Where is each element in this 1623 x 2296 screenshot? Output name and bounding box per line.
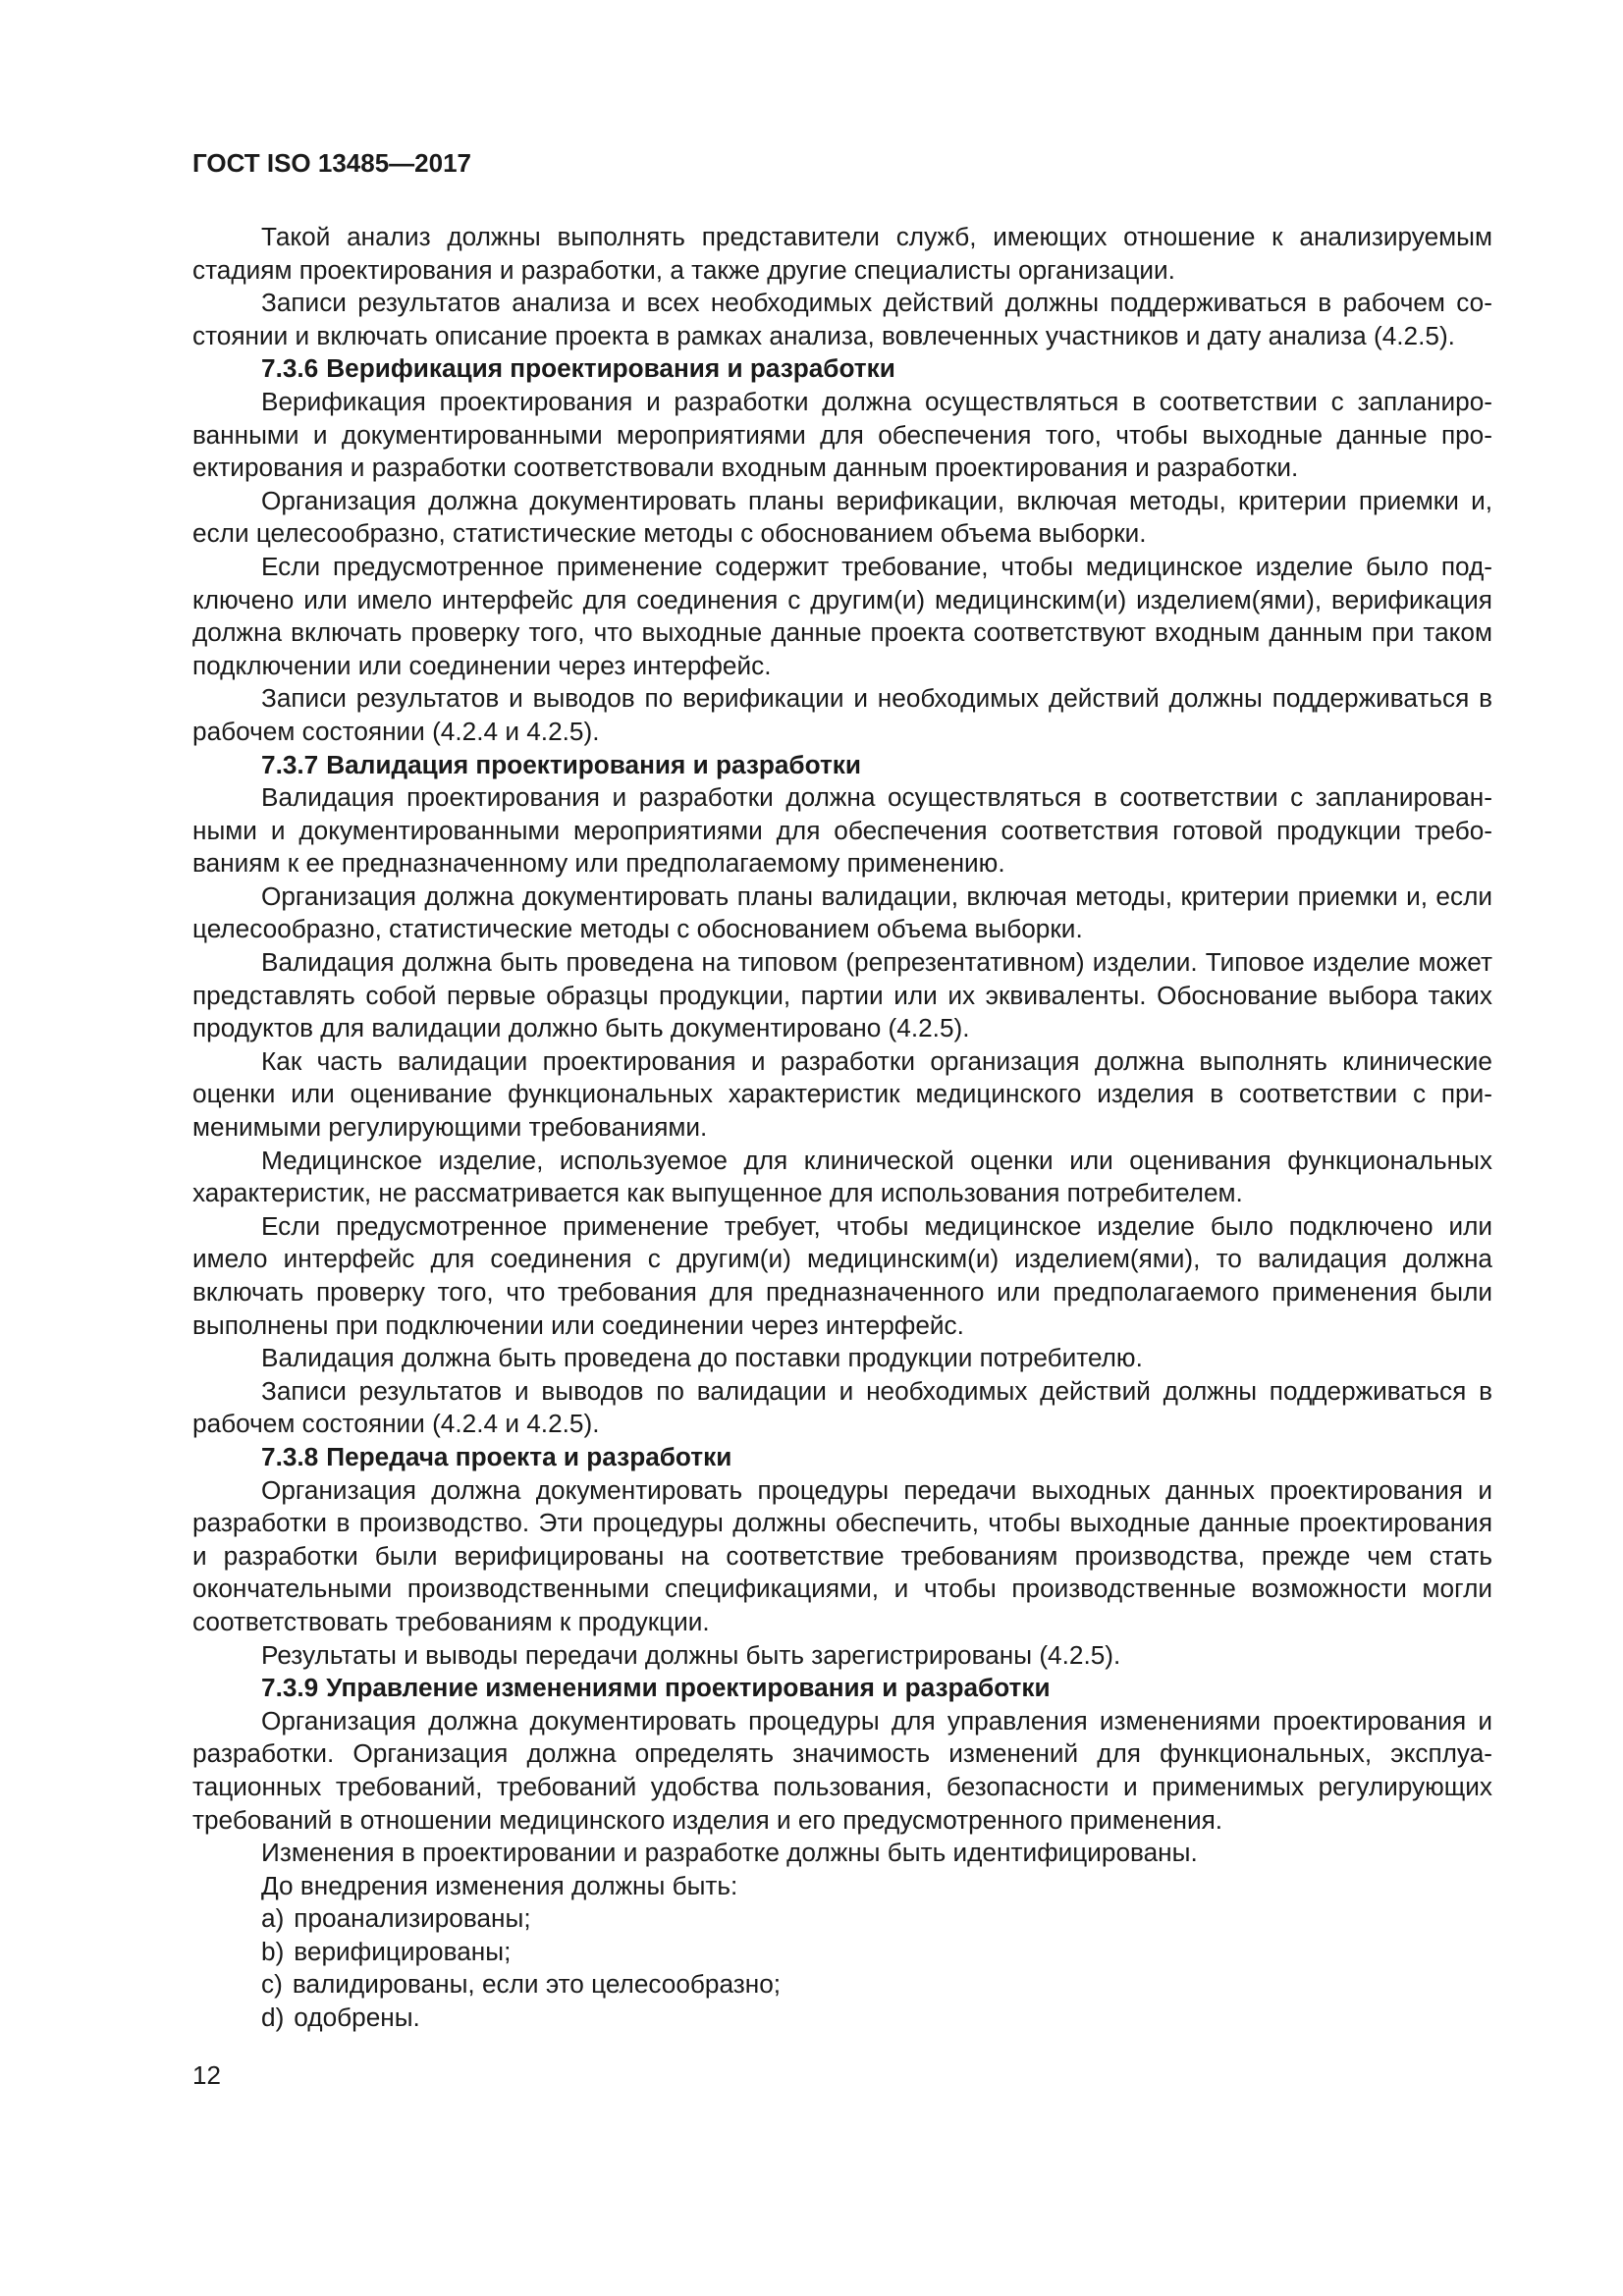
paragraph: Организация должна документировать планы валидации, включая методы, критерии приемки и, если целесообразно, статистические методы с обоснованием объема выборки. bbox=[192, 881, 1492, 944]
list-item bbox=[192, 1902, 1492, 1936]
paragraph: Если предусмотренное применение содержит требование, чтобы медицинское изделие было подключено или имело интерфейс для соединения с другим(и) медицинским(и) изделием(ями), верификация должна включать проверку того, что выходные данные проекта соответствуют входным данным при таком подключении или соединении через интерфейс. bbox=[192, 551, 1492, 680]
section-number: 7.3.7 bbox=[261, 749, 319, 779]
section-number: 7.3.6 bbox=[261, 353, 319, 384]
list-item-text: проанализированы; bbox=[294, 1903, 531, 1934]
section-title: Валидация проектирования и разработки bbox=[326, 749, 861, 779]
paragraph: Записи результатов анализа и всех необходимых действий должны поддерживаться в рабочем состоянии и включать описание проекта в рамках анализа, вовлеченных участников и дату анализа (4.2.5). bbox=[192, 288, 1492, 350]
standard-header: ГОСТ ISO 13485—2017 bbox=[192, 148, 472, 178]
list-marker: a) bbox=[261, 1903, 285, 1934]
paragraph: Записи результатов и выводов по верификации и необходимых действий должны поддерживаться в рабочем состоянии (4.2.4 и 4.2.5). bbox=[192, 683, 1492, 746]
paragraph: Организация должна документировать планы верификации, включая методы, критерии приемки и, если целесообразно, статистические методы с обоснованием объема выборки. bbox=[192, 485, 1492, 549]
list-item bbox=[192, 1936, 1492, 1969]
list-marker: c) bbox=[261, 1969, 283, 2000]
list-item-text: одобрены. bbox=[294, 2002, 420, 2033]
paragraph: Медицинское изделие, используемое для клинической оценки или оценивания функциональных характеристик, не рассматривается как выпущенное для использования потребителем. bbox=[192, 1145, 1492, 1208]
paragraph: Валидация должна быть проведена до поставки продукции потребителю. bbox=[261, 1343, 1143, 1373]
section-heading-7-3-6 bbox=[192, 352, 1492, 386]
paragraph: Результаты и выводы передачи должны быть зарегистрированы (4.2.5). bbox=[261, 1639, 1121, 1670]
list-item-text: валидированы, если это целесообразно; bbox=[292, 1969, 782, 2000]
list-item-text: верифицированы; bbox=[294, 1936, 512, 1966]
list-item bbox=[192, 2002, 1492, 2035]
list-marker: d) bbox=[261, 2002, 285, 2033]
section-title: Передача проекта и разработки bbox=[326, 1441, 732, 1471]
paragraph: Организация должна документировать процедуры для управления изменениями проектирования и разработки. Организация должна определять значимость изменений для функциональных, эксплуатационных требований, требований удобства пользования, безопасности и применимых регулирующих требований в отношении медицинского изделия и его предусмотренного применения. bbox=[192, 1705, 1492, 1835]
paragraph: До внедрения изменения должны быть: bbox=[261, 1870, 738, 1900]
section-number: 7.3.9 bbox=[261, 1673, 319, 1703]
paragraph: Верификация проектирования и разработки должна осуществляться в соответствии с запланированными и документированными мероприятиями для обеспечения того, чтобы выходные данные проектирования и разработки соответствовали входным данным проектирования и разработки. bbox=[192, 386, 1492, 483]
page-number: 12 bbox=[192, 2060, 221, 2090]
paragraph: Как часть валидации проектирования и разработки организация должна выполнять клинические оценки или оценивание функциональных характеристик медицинского изделия в соответствии с применимыми регулирующими требованиями. bbox=[192, 1045, 1492, 1143]
paragraph: Изменения в проектировании и разработке должны быть идентифицированы. bbox=[261, 1838, 1198, 1868]
paragraph: Записи результатов и выводов по валидации и необходимых действий должны поддерживаться в рабочем состоянии (4.2.4 и 4.2.5). bbox=[192, 1375, 1492, 1439]
paragraph: Такой анализ должны выполнять представители служб, имеющих отношение к анализируемым стадиям проектирования и разработки, а также другие специалисты организации. bbox=[192, 222, 1492, 285]
list-item bbox=[192, 1968, 1492, 2002]
list-marker: b) bbox=[261, 1936, 285, 1966]
paragraph: Организация должна документировать процедуры передачи выходных данных проектирования и разработки в производство. Эти процедуры должны обеспечить, чтобы выходные данные проектирования и разработки были верифицированы на соответствие требованиям производства, прежде чем стать окончательными производственными спецификациями, и чтобы производственные возможности могли соответствовать требованиям к продукции. bbox=[192, 1474, 1492, 1636]
document-page bbox=[192, 147, 1492, 2035]
section-number: 7.3.8 bbox=[261, 1441, 319, 1471]
section-title: Верификация проектирования и разработки bbox=[326, 353, 895, 384]
section-title: Управление изменениями проектирования и разработки bbox=[326, 1673, 1051, 1703]
paragraph: Валидация должна быть проведена на типовом (репрезентативном) изделии. Типовое изделие может представлять собой первые образцы продукции, партии или их эквиваленты. Обоснование выбора таких продуктов для валидации должно быть документировано (4.2.5). bbox=[192, 947, 1492, 1043]
section-heading-7-3-7 bbox=[192, 749, 1492, 782]
section-heading-7-3-8 bbox=[192, 1441, 1492, 1474]
document-body bbox=[192, 221, 1492, 2035]
paragraph: Валидация проектирования и разработки должна осуществляться в соответствии с запланированными и документированными мероприятиями для обеспечения соответствия готовой продукции требованиям к ее предназначенному или предполагаемому применению. bbox=[192, 782, 1492, 879]
paragraph: Если предусмотренное применение требует, чтобы медицинское изделие было подключено или имело интерфейс для соединения с другим(и) медицинским(и) изделием(ями), то валидация должна включать проверку того, что требования для предназначенного или предполагаемого применения были выполнены при подключении или соединении через интерфейс. bbox=[192, 1210, 1492, 1340]
section-heading-7-3-9 bbox=[192, 1672, 1492, 1705]
